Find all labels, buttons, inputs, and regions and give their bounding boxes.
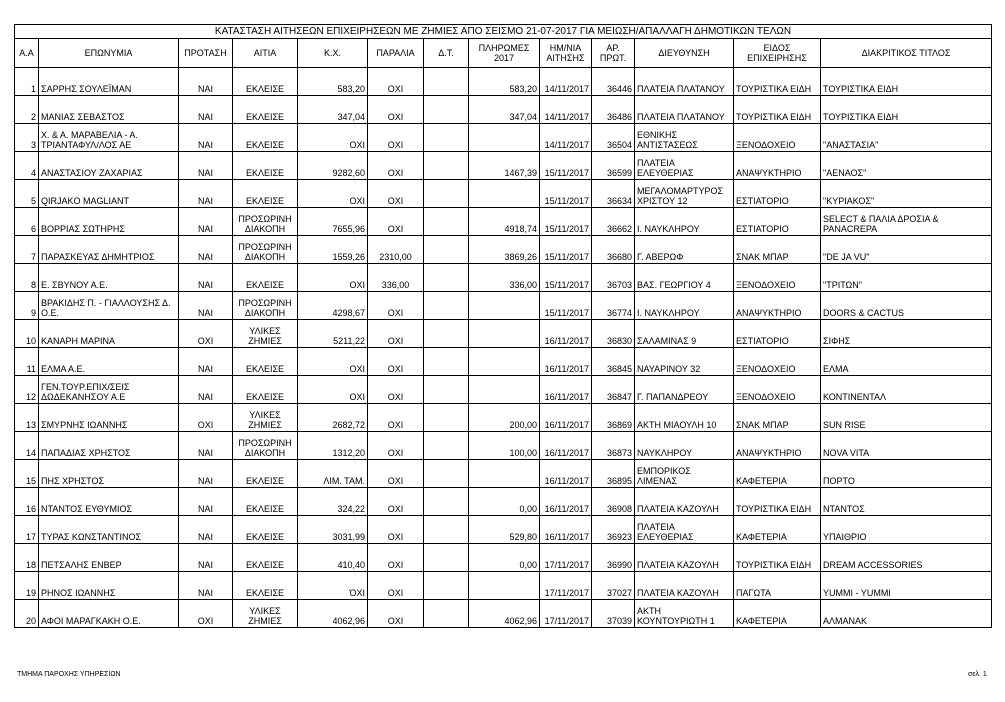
cell-aa: 18 xyxy=(15,544,39,572)
cell-name: ΠΗΣ ΧΡΗΣΤΟΣ xyxy=(39,460,179,488)
table-row xyxy=(15,152,992,180)
cell-proposal: ΟΧΙ xyxy=(179,404,233,432)
cell-dt xyxy=(424,432,469,460)
cell-date: 17/11/2017 xyxy=(540,544,592,572)
cell-dt xyxy=(424,600,469,628)
table-row xyxy=(15,320,992,348)
cell-address: ΒΑΣ. ΓΕΩΡΓΙΟΥ 4 xyxy=(635,264,734,292)
cell-type: ΚΑΦΕΤΕΡΙΑ xyxy=(734,600,821,628)
applications-table xyxy=(14,24,992,628)
cell-protocol: 36873 xyxy=(592,432,635,460)
table-row xyxy=(15,348,992,376)
cell-type: ΤΟΥΡΙΣΤΙΚΑ ΕΙΔΗ xyxy=(734,96,821,124)
cell-name: ΠΑΡΑΣΚΕΥΑΣ ΔΗΜΗΤΡΙΟΣ xyxy=(39,236,179,264)
table-row xyxy=(15,180,992,208)
cell-kx: 324,22 xyxy=(298,488,368,516)
cell-brand: DREAM ACCESSORIES xyxy=(821,544,992,572)
cell-proposal: ΝΑΙ xyxy=(179,348,233,376)
cell-brand: SUN RISE xyxy=(821,404,992,432)
cell-payments: 4918,74 xyxy=(469,208,540,236)
cell-protocol: 36504 xyxy=(592,124,635,152)
cell-paralia: ΟΧΙ xyxy=(368,180,424,208)
table-row xyxy=(15,600,992,628)
table-row xyxy=(15,432,992,460)
cell-name: ΑΦΟΙ ΜΑΡΑΓΚΑΚΗ Ο.Ε. xyxy=(39,600,179,628)
cell-kx: 9282,60 xyxy=(298,152,368,180)
cell-reason: ΕΚΛΕΙΣΕ xyxy=(233,124,298,152)
footer-page-number: σελ. 1 xyxy=(968,671,987,678)
cell-name: ΤΥΡΑΣ ΚΩΝΣΤΑΝΤΙΝΟΣ xyxy=(39,516,179,544)
cell-date: 16/11/2017 xyxy=(540,320,592,348)
table-row xyxy=(15,544,992,572)
cell-dt xyxy=(424,488,469,516)
cell-address: ΕΘΝΙΚΗΣ ΑΝΤΙΣΤΑΣΕΩΣ xyxy=(635,124,734,152)
cell-date: 14/11/2017 xyxy=(540,96,592,124)
cell-name: ΑΝΑΣΤΑΣΙΟΥ ΖΑΧΑΡΙΑΣ xyxy=(39,152,179,180)
cell-name: Χ. & Α. ΜΑΡΑΒΕΛΙΑ - Α. ΤΡΙΑΝΤΑΦΥΛ/ΛΟΣ ΑΕ xyxy=(39,124,179,152)
cell-type: ΞΕΝΟΔΟΧΕΙΟ xyxy=(734,124,821,152)
cell-name: ΡΗΝΟΣ ΙΩΑΝΝΗΣ xyxy=(39,572,179,600)
cell-aa: 12 xyxy=(15,376,39,404)
table-row xyxy=(15,124,992,152)
cell-address: Γ. ΠΑΠΑΝΔΡΕΟΥ xyxy=(635,376,734,404)
cell-aa: 20 xyxy=(15,600,39,628)
cell-kx: 1312,20 xyxy=(298,432,368,460)
cell-date: 16/11/2017 xyxy=(540,404,592,432)
cell-date: 15/11/2017 xyxy=(540,180,592,208)
cell-proposal: ΝΑΙ xyxy=(179,460,233,488)
cell-reason: ΠΡΟΣΩΡΙΝΗ ΔΙΑΚΟΠΗ xyxy=(233,236,298,264)
footer-department: ΤΜΗΜΑ ΠΑΡΟΧΗΣ ΥΠΗΡΕΣΙΩΝ xyxy=(17,671,121,678)
cell-address: ΣΑΛΑΜΙΝΑΣ 9 xyxy=(635,320,734,348)
cell-aa: 17 xyxy=(15,516,39,544)
table-row xyxy=(15,404,992,432)
cell-name: QIRJAKO MAGLIANT xyxy=(39,180,179,208)
cell-kx: 7655,96 xyxy=(298,208,368,236)
cell-aa: 13 xyxy=(15,404,39,432)
cell-type: ΑΝΑΨΥΚΤΗΡΙΟ xyxy=(734,432,821,460)
table-row xyxy=(15,68,992,96)
header-row xyxy=(15,39,992,68)
cell-address: ΝΑΥΚΛΗΡΟΥ xyxy=(635,432,734,460)
header-proposal: ΠΡΟΤΑΣΗ xyxy=(179,39,233,68)
cell-date: 15/11/2017 xyxy=(540,292,592,320)
cell-kx: 1559,26 xyxy=(298,236,368,264)
table-row xyxy=(15,572,992,600)
cell-proposal: ΝΑΙ xyxy=(179,180,233,208)
cell-brand: DOORS & CACTUS xyxy=(821,292,992,320)
cell-address: ΠΛΑΤΕΙΑ ΠΛΑΤΑΝΟΥ xyxy=(635,68,734,96)
cell-name: ΕΛΜΑ Α.Ε. xyxy=(39,348,179,376)
cell-proposal: ΝΑΙ xyxy=(179,572,233,600)
cell-brand: ΤΟΥΡΙΣΤΙΚΑ ΕΙΔΗ xyxy=(821,68,992,96)
cell-kx: ΟΧΙ xyxy=(298,124,368,152)
cell-name: ΒΡΑΚΙΔΗΣ Π. - ΓΙΑΛΛΟΥΣΗΣ Δ. Ο.Ε. xyxy=(39,292,179,320)
cell-dt xyxy=(424,460,469,488)
table-row xyxy=(15,376,992,404)
cell-protocol: 36847 xyxy=(592,376,635,404)
cell-date: 16/11/2017 xyxy=(540,348,592,376)
cell-date: 15/11/2017 xyxy=(540,236,592,264)
cell-payments xyxy=(469,376,540,404)
cell-protocol: 36703 xyxy=(592,264,635,292)
cell-type: ΚΑΦΕΤΕΡΙΑ xyxy=(734,460,821,488)
cell-paralia: ΟΧΙ xyxy=(368,348,424,376)
cell-aa: 2 xyxy=(15,96,39,124)
cell-paralia: ΟΧΙ xyxy=(368,432,424,460)
cell-protocol: 36774 xyxy=(592,292,635,320)
cell-aa: 8 xyxy=(15,264,39,292)
cell-paralia: ΟΧΙ xyxy=(368,292,424,320)
table-row xyxy=(15,488,992,516)
cell-dt xyxy=(424,264,469,292)
cell-proposal: ΝΑΙ xyxy=(179,208,233,236)
cell-protocol: 36908 xyxy=(592,488,635,516)
cell-date: 15/11/2017 xyxy=(540,152,592,180)
cell-reason: ΕΚΛΕΙΣΕ xyxy=(233,348,298,376)
cell-date: 16/11/2017 xyxy=(540,460,592,488)
cell-brand: "ΑΝΑΣΤΑΣΙΑ" xyxy=(821,124,992,152)
cell-protocol: 36634 xyxy=(592,180,635,208)
cell-name: ΠΕΤΣΑΛΗΣ ΕΝΒΕΡ xyxy=(39,544,179,572)
cell-paralia: ΟΧΙ xyxy=(368,68,424,96)
cell-dt xyxy=(424,292,469,320)
cell-proposal: ΝΑΙ xyxy=(179,236,233,264)
cell-reason: ΕΚΛΕΙΣΕ xyxy=(233,96,298,124)
cell-proposal: ΝΑΙ xyxy=(179,124,233,152)
cell-paralia: 336,00 xyxy=(368,264,424,292)
cell-kx: ΟΧΙ xyxy=(298,348,368,376)
table-title: ΚΑΤΑΣΤΑΣΗ ΑΙΤΗΣΕΩΝ ΕΠΙΧΕΙΡΗΣΕΩΝ ΜΕ ΖΗΜΙΕΣ ΑΠΟ ΣΕΙΣΜΟ 21-07-2017 ΓΙΑ ΜΕΙΩΣΗ/ΑΠΑΛΛΑΓΗ ΔΗΜΟΤΙΚΩΝ ΤΕΛΩΝ xyxy=(15,25,992,39)
header-protocol: ΑΡ. ΠΡΩΤ. xyxy=(592,39,635,68)
cell-kx: ΟΧΙ xyxy=(298,180,368,208)
cell-paralia: ΟΧΙ xyxy=(368,152,424,180)
cell-paralia: ΟΧΙ xyxy=(368,544,424,572)
cell-brand: ΝΤΑΝΤΟΣ xyxy=(821,488,992,516)
cell-protocol: 37027 xyxy=(592,572,635,600)
cell-name: ΚΑΝΑΡΗ ΜΑΡΙΝΑ xyxy=(39,320,179,348)
cell-address: ΠΛΑΤΕΙΑ ΠΛΑΤΑΝΟΥ xyxy=(635,96,734,124)
cell-protocol: 36662 xyxy=(592,208,635,236)
cell-paralia: ΟΧΙ xyxy=(368,96,424,124)
cell-address: ΠΛΑΤΕΙΑ ΕΛΕΥΘΕΡΙΑΣ xyxy=(635,516,734,544)
cell-type: ΠΑΓΩΤΑ xyxy=(734,572,821,600)
cell-payments xyxy=(469,124,540,152)
cell-paralia: ΟΧΙ xyxy=(368,488,424,516)
cell-type: ΤΟΥΡΙΣΤΙΚΑ ΕΙΔΗ xyxy=(734,488,821,516)
cell-payments: 336,00 xyxy=(469,264,540,292)
cell-paralia: ΟΧΙ xyxy=(368,404,424,432)
cell-address: ΑΚΤΗ ΜΙΑΟΥΛΗ 10 xyxy=(635,404,734,432)
cell-brand: SELECT & ΠΑΛΙΑ ΔΡΟΣΙΑ & PANACREPA xyxy=(821,208,992,236)
cell-dt xyxy=(424,152,469,180)
cell-payments: 200,00 xyxy=(469,404,540,432)
cell-reason: ΠΡΟΣΩΡΙΝΗ ΔΙΑΚΟΠΗ xyxy=(233,292,298,320)
cell-type: ΕΣΤΙΑΤΟΡΙΟ xyxy=(734,208,821,236)
table-row xyxy=(15,516,992,544)
cell-payments: 583,20 xyxy=(469,68,540,96)
cell-aa: 7 xyxy=(15,236,39,264)
cell-brand: "ΤΡΙΤΩΝ" xyxy=(821,264,992,292)
cell-address: ΠΛΑΤΕΙΑ ΕΛΕΥΘΕΡΙΑΣ xyxy=(635,152,734,180)
cell-reason: ΕΚΛΕΙΣΕ xyxy=(233,376,298,404)
cell-aa: 14 xyxy=(15,432,39,460)
cell-name: ΓΕΝ.ΤΟΥΡ.ΕΠΙΧ/ΣΕΙΣ ΔΩΔΕΚΑΝΗΣΟΥ Α.Ε xyxy=(39,376,179,404)
cell-date: 14/11/2017 xyxy=(540,124,592,152)
cell-name: ΠΑΠΑΔΙΑΣ ΧΡΗΣΤΟΣ xyxy=(39,432,179,460)
cell-kx: 410,40 xyxy=(298,544,368,572)
cell-brand: ΠΟΡΤΟ xyxy=(821,460,992,488)
cell-proposal: ΝΑΙ xyxy=(179,432,233,460)
cell-aa: 1 xyxy=(15,68,39,96)
cell-date: 16/11/2017 xyxy=(540,488,592,516)
cell-reason: ΕΚΛΕΙΣΕ xyxy=(233,488,298,516)
cell-aa: 4 xyxy=(15,152,39,180)
cell-dt xyxy=(424,208,469,236)
cell-payments: 347,04 xyxy=(469,96,540,124)
cell-aa: 10 xyxy=(15,320,39,348)
cell-date: 15/11/2017 xyxy=(540,208,592,236)
cell-aa: 19 xyxy=(15,572,39,600)
cell-address: Γ. ΑΒΕΡΩΦ xyxy=(635,236,734,264)
table-row xyxy=(15,236,992,264)
cell-proposal: ΝΑΙ xyxy=(179,68,233,96)
cell-dt xyxy=(424,572,469,600)
cell-reason: ΥΛΙΚΕΣ ΖΗΜΙΕΣ xyxy=(233,320,298,348)
cell-brand: YUMMI - YUMMI xyxy=(821,572,992,600)
cell-type: ΕΣΤΙΑΤΟΡΙΟ xyxy=(734,320,821,348)
cell-kx: 3031,99 xyxy=(298,516,368,544)
cell-address: ΑΚΤΗ ΚΟΥΝΤΟΥΡΙΩΤΗ 1 xyxy=(635,600,734,628)
cell-name: ΒΟΡΡΙΑΣ ΣΩΤΗΡΗΣ xyxy=(39,208,179,236)
cell-brand: ΕΛΜΑ xyxy=(821,348,992,376)
cell-name: ΜΑΝΙΑΣ ΣΕΒΑΣΤΟΣ xyxy=(39,96,179,124)
cell-paralia: ΟΧΙ xyxy=(368,572,424,600)
cell-name: ΝΤΑΝΤΟΣ ΕΥΘΥΜΙΟΣ xyxy=(39,488,179,516)
cell-kx: ΟΧΙ xyxy=(298,264,368,292)
cell-name: Ε. ΣΒΥΝΟΥ Α.Ε. xyxy=(39,264,179,292)
cell-date: 16/11/2017 xyxy=(540,432,592,460)
cell-proposal: ΝΑΙ xyxy=(179,292,233,320)
cell-date: 17/11/2017 xyxy=(540,600,592,628)
cell-aa: 9 xyxy=(15,292,39,320)
cell-proposal: ΝΑΙ xyxy=(179,152,233,180)
cell-payments: 0,00 xyxy=(469,544,540,572)
cell-aa: 11 xyxy=(15,348,39,376)
header-reason: ΑΙΤΙΑ xyxy=(233,39,298,68)
cell-address: ΠΛΑΤΕΙΑ ΚΑΖΟΥΛΗ xyxy=(635,544,734,572)
cell-date: 16/11/2017 xyxy=(540,376,592,404)
cell-kx: 2682,72 xyxy=(298,404,368,432)
cell-reason: ΠΡΟΣΩΡΙΝΗ ΔΙΑΚΟΠΗ xyxy=(233,432,298,460)
cell-brand: "DE JA VU" xyxy=(821,236,992,264)
cell-type: ΤΟΥΡΙΣΤΙΚΑ ΕΙΔΗ xyxy=(734,68,821,96)
cell-dt xyxy=(424,320,469,348)
cell-reason: ΕΚΛΕΙΣΕ xyxy=(233,180,298,208)
cell-protocol: 36446 xyxy=(592,68,635,96)
cell-payments xyxy=(469,320,540,348)
cell-paralia: ΟΧΙ xyxy=(368,124,424,152)
header-type: ΕΙΔΟΣ ΕΠΙΧΕΙΡΗΣΗΣ xyxy=(734,39,821,68)
cell-proposal: ΟΧΙ xyxy=(179,600,233,628)
cell-brand: ΣΙΦΗΣ xyxy=(821,320,992,348)
cell-type: ΣΝΑΚ ΜΠΑΡ xyxy=(734,236,821,264)
cell-name: ΣΑΡΡΗΣ ΣΟΥΛΕΪΜΑΝ xyxy=(39,68,179,96)
cell-address: Ι. ΝΑΥΚΛΗΡΟΥ xyxy=(635,292,734,320)
cell-type: ΞΕΝΟΔΟΧΕΙΟ xyxy=(734,376,821,404)
cell-type: ΑΝΑΨΥΚΤΗΡΙΟ xyxy=(734,152,821,180)
cell-reason: ΥΛΙΚΕΣ ΖΗΜΙΕΣ xyxy=(233,404,298,432)
cell-reason: ΠΡΟΣΩΡΙΝΗ ΔΙΑΚΟΠΗ xyxy=(233,208,298,236)
cell-type: ΣΝΑΚ ΜΠΑΡ xyxy=(734,404,821,432)
cell-date: 15/11/2017 xyxy=(540,264,592,292)
cell-protocol: 36869 xyxy=(592,404,635,432)
cell-aa: 15 xyxy=(15,460,39,488)
cell-brand: ΤΟΥΡΙΣΤΙΚΑ ΕΙΔΗ xyxy=(821,96,992,124)
header-dt: Δ.Τ. xyxy=(424,39,469,68)
cell-dt xyxy=(424,544,469,572)
cell-paralia: ΟΧΙ xyxy=(368,208,424,236)
cell-kx: 583,20 xyxy=(298,68,368,96)
cell-protocol: 36895 xyxy=(592,460,635,488)
cell-aa: 16 xyxy=(15,488,39,516)
cell-dt xyxy=(424,348,469,376)
cell-type: ΤΟΥΡΙΣΤΙΚΑ ΕΙΔΗ xyxy=(734,544,821,572)
header-address: ΔΙΕΥΘΥΝΣΗ xyxy=(635,39,734,68)
cell-protocol: 37039 xyxy=(592,600,635,628)
header-aa: Α.Α xyxy=(15,39,39,68)
cell-kx: 4062,96 xyxy=(298,600,368,628)
cell-address: ΕΜΠΟΡΙΚΟΣ ΛΙΜΕΝΑΣ xyxy=(635,460,734,488)
cell-type: ΚΑΦΕΤΕΡΙΑ xyxy=(734,516,821,544)
cell-aa: 3 xyxy=(15,124,39,152)
cell-dt xyxy=(424,404,469,432)
cell-proposal: ΝΑΙ xyxy=(179,96,233,124)
cell-kx: 347,04 xyxy=(298,96,368,124)
cell-protocol: 36599 xyxy=(592,152,635,180)
cell-payments xyxy=(469,348,540,376)
cell-payments xyxy=(469,180,540,208)
cell-paralia: ΟΧΙ xyxy=(368,320,424,348)
cell-kx: 5211,22 xyxy=(298,320,368,348)
cell-reason: ΕΚΛΕΙΣΕ xyxy=(233,460,298,488)
cell-proposal: ΝΑΙ xyxy=(179,544,233,572)
cell-reason: ΕΚΛΕΙΣΕ xyxy=(233,68,298,96)
cell-brand: ΚΟΝΤΙΝΕΝΤΑΛ xyxy=(821,376,992,404)
table-row xyxy=(15,208,992,236)
cell-aa: 5 xyxy=(15,180,39,208)
cell-payments: 100,00 xyxy=(469,432,540,460)
cell-protocol: 36680 xyxy=(592,236,635,264)
cell-dt xyxy=(424,180,469,208)
cell-brand: "ΚΥΡΙΑΚΟΣ" xyxy=(821,180,992,208)
cell-type: ΑΝΑΨΥΚΤΗΡΙΟ xyxy=(734,292,821,320)
cell-reason: ΕΚΛΕΙΣΕ xyxy=(233,264,298,292)
cell-brand: ΑΛΜΑΝΑΚ xyxy=(821,600,992,628)
cell-payments: 0,00 xyxy=(469,488,540,516)
table-row xyxy=(15,292,992,320)
cell-dt xyxy=(424,124,469,152)
cell-dt xyxy=(424,96,469,124)
cell-paralia: ΟΧΙ xyxy=(368,460,424,488)
cell-payments: 3869,26 xyxy=(469,236,540,264)
cell-kx: 4298,67 xyxy=(298,292,368,320)
header-brand: ΔΙΑΚΡΙΤΙΚΟΣ ΤΙΤΛΟΣ xyxy=(821,39,992,68)
cell-reason: ΥΛΙΚΕΣ ΖΗΜΙΕΣ xyxy=(233,600,298,628)
cell-brand: ΥΠΑΙΘΡΙΟ xyxy=(821,516,992,544)
header-kx: Κ.Χ. xyxy=(298,39,368,68)
cell-dt xyxy=(424,68,469,96)
cell-proposal: ΟΧΙ xyxy=(179,320,233,348)
cell-kx: ΛΙΜ. ΤΑΜ. xyxy=(298,460,368,488)
cell-payments: 529,80 xyxy=(469,516,540,544)
cell-brand: "ΑΕΝΑΟΣ" xyxy=(821,152,992,180)
cell-name: ΣΜΥΡΝΗΣ ΙΩΑΝΝΗΣ xyxy=(39,404,179,432)
cell-proposal: ΝΑΙ xyxy=(179,516,233,544)
cell-address: ΜΕΓΑΛΟΜΑΡΤΥΡΟΣ ΧΡΙΣΤΟΥ 12 xyxy=(635,180,734,208)
cell-protocol: 36923 xyxy=(592,516,635,544)
cell-proposal: ΝΑΙ xyxy=(179,376,233,404)
cell-type: ΞΕΝΟΔΟΧΕΙΟ xyxy=(734,348,821,376)
cell-address: ΝΑΥΑΡΙΝΟΥ 32 xyxy=(635,348,734,376)
header-date: ΗΜ/ΝΙΑ ΑΙΤΗΣΗΣ xyxy=(540,39,592,68)
table-row xyxy=(15,96,992,124)
header-name: ΕΠΩΝΥΜΙΑ xyxy=(39,39,179,68)
cell-payments: 1467,39 xyxy=(469,152,540,180)
cell-dt xyxy=(424,516,469,544)
cell-date: 14/11/2017 xyxy=(540,68,592,96)
cell-address: ΠΛΑΤΕΙΑ ΚΑΖΟΥΛΗ xyxy=(635,572,734,600)
cell-brand: NOVA VITA xyxy=(821,432,992,460)
cell-proposal: ΝΑΙ xyxy=(179,264,233,292)
cell-aa: 6 xyxy=(15,208,39,236)
cell-protocol: 36830 xyxy=(592,320,635,348)
cell-dt xyxy=(424,376,469,404)
cell-kx: ΟΧΙ xyxy=(298,376,368,404)
cell-paralia: ΟΧΙ xyxy=(368,600,424,628)
table-row xyxy=(15,264,992,292)
cell-type: ΞΕΝΟΔΟΧΕΙΟ xyxy=(734,264,821,292)
cell-address: ΠΛΑΤΕΙΑ ΚΑΖΟΥΛΗ xyxy=(635,488,734,516)
cell-payments xyxy=(469,572,540,600)
table-row xyxy=(15,460,992,488)
cell-reason: ΕΚΛΕΙΣΕ xyxy=(233,572,298,600)
cell-reason: ΕΚΛΕΙΣΕ xyxy=(233,516,298,544)
cell-dt xyxy=(424,236,469,264)
cell-kx: ΌΧΙ xyxy=(298,572,368,600)
cell-type: ΕΣΤΙΑΤΟΡΙΟ xyxy=(734,180,821,208)
cell-paralia: 2310,00 xyxy=(368,236,424,264)
cell-date: 16/11/2017 xyxy=(540,516,592,544)
header-payments: ΠΛΗΡΩΜΕΣ 2017 xyxy=(469,39,540,68)
cell-paralia: ΟΧΙ xyxy=(368,376,424,404)
cell-protocol: 36845 xyxy=(592,348,635,376)
header-paralia: ΠΑΡΑΛΙΑ xyxy=(368,39,424,68)
cell-proposal: ΝΑΙ xyxy=(179,488,233,516)
cell-reason: ΕΚΛΕΙΣΕ xyxy=(233,544,298,572)
cell-paralia: ΟΧΙ xyxy=(368,516,424,544)
cell-reason: ΕΚΛΕΙΣΕ xyxy=(233,152,298,180)
cell-protocol: 36486 xyxy=(592,96,635,124)
cell-payments xyxy=(469,460,540,488)
cell-protocol: 36990 xyxy=(592,544,635,572)
cell-payments xyxy=(469,292,540,320)
cell-date: 17/11/2017 xyxy=(540,572,592,600)
cell-address: Ι. ΝΑΥΚΛΗΡΟΥ xyxy=(635,208,734,236)
cell-payments: 4062,96 xyxy=(469,600,540,628)
